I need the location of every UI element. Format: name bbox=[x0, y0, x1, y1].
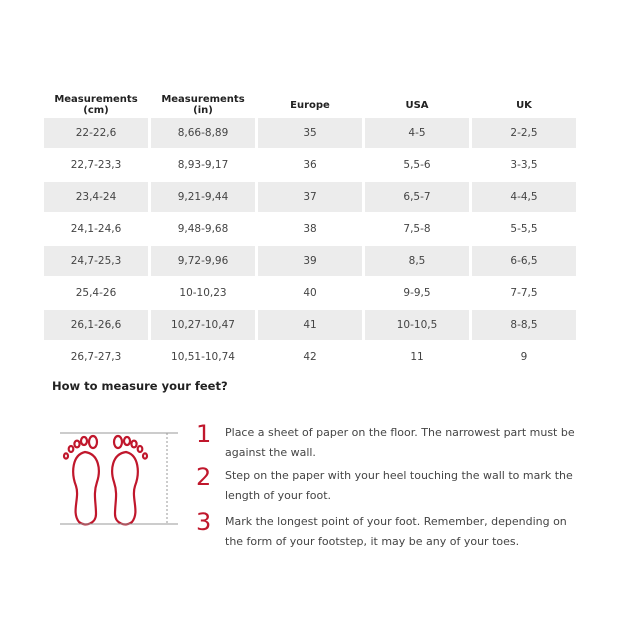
cell-cm: 22,7-23,3 bbox=[70, 159, 122, 171]
cell-in: 10,27-10,47 bbox=[151, 310, 255, 340]
header-uk: UK bbox=[516, 99, 532, 111]
cell-uk: 6-6,5 bbox=[472, 246, 576, 276]
table-row bbox=[44, 150, 576, 180]
table-row bbox=[44, 118, 576, 148]
cell-in: 10-10,23 bbox=[179, 287, 227, 299]
cell-cm: 23,4-24 bbox=[44, 182, 148, 212]
cell-uk: 9 bbox=[520, 351, 528, 363]
cell-europe: 42 bbox=[303, 351, 317, 363]
cell-uk: 5-5,5 bbox=[510, 223, 538, 235]
header-cm: Measurements (cm) bbox=[54, 94, 138, 116]
cell-usa: 7,5-8 bbox=[403, 223, 431, 235]
cell-usa: 5,5-6 bbox=[403, 159, 431, 171]
cell-europe: 36 bbox=[303, 159, 317, 171]
cell-cm: 24,1-24,6 bbox=[70, 223, 122, 235]
feet-on-paper-icon bbox=[55, 428, 180, 528]
table-row bbox=[44, 214, 576, 244]
cell-uk: 2-2,5 bbox=[472, 118, 576, 148]
cell-cm: 22-22,6 bbox=[44, 118, 148, 148]
header-usa: USA bbox=[405, 99, 429, 111]
header-in: Measurements (in) bbox=[161, 94, 245, 116]
cell-usa: 10-10,5 bbox=[365, 310, 469, 340]
cell-in: 8,93-9,17 bbox=[177, 159, 229, 171]
cell-uk: 8-8,5 bbox=[472, 310, 576, 340]
cell-europe: 35 bbox=[258, 118, 362, 148]
cell-uk: 7-7,5 bbox=[510, 287, 538, 299]
cell-cm: 24,7-25,3 bbox=[44, 246, 148, 276]
table-row bbox=[44, 278, 576, 308]
step-1-text: Place a sheet of paper on the floor. The narrowest part must be against the wall. bbox=[225, 426, 575, 459]
cell-in: 9,72-9,96 bbox=[151, 246, 255, 276]
table-row bbox=[44, 310, 576, 340]
cell-cm: 26,7-27,3 bbox=[70, 351, 122, 363]
table-row bbox=[44, 246, 576, 276]
cell-uk: 3-3,5 bbox=[510, 159, 538, 171]
cell-europe: 40 bbox=[303, 287, 317, 299]
step-2-number: 2 bbox=[196, 463, 212, 491]
step-3-text: Mark the longest point of your foot. Remember, depending on the form of your footstep, it may be any of your toes. bbox=[225, 515, 567, 548]
table-row bbox=[44, 182, 576, 212]
cell-usa: 8,5 bbox=[365, 246, 469, 276]
cell-usa: 4-5 bbox=[365, 118, 469, 148]
cell-usa: 11 bbox=[410, 351, 424, 363]
cell-cm: 26,1-26,6 bbox=[44, 310, 148, 340]
cell-cm: 25,4-26 bbox=[75, 287, 117, 299]
cell-in: 8,66-8,89 bbox=[151, 118, 255, 148]
cell-usa: 6,5-7 bbox=[365, 182, 469, 212]
step-1-number: 1 bbox=[196, 420, 212, 448]
table-header-row bbox=[44, 94, 576, 116]
step-2-text: Step on the paper with your heel touching the wall to mark the length of your foot. bbox=[225, 469, 573, 502]
cell-europe: 41 bbox=[258, 310, 362, 340]
cell-europe: 37 bbox=[258, 182, 362, 212]
size-chart-table bbox=[41, 92, 579, 374]
cell-europe: 38 bbox=[303, 223, 317, 235]
cell-europe: 39 bbox=[258, 246, 362, 276]
cell-in: 9,48-9,68 bbox=[177, 223, 229, 235]
header-europe: Europe bbox=[290, 99, 330, 111]
table-row bbox=[44, 342, 576, 372]
measure-guide-title: How to measure your feet? bbox=[52, 379, 228, 393]
cell-uk: 4-4,5 bbox=[472, 182, 576, 212]
step-3-number: 3 bbox=[196, 508, 212, 536]
cell-in: 10,51-10,74 bbox=[171, 351, 235, 363]
cell-in: 9,21-9,44 bbox=[151, 182, 255, 212]
cell-usa: 9-9,5 bbox=[403, 287, 431, 299]
